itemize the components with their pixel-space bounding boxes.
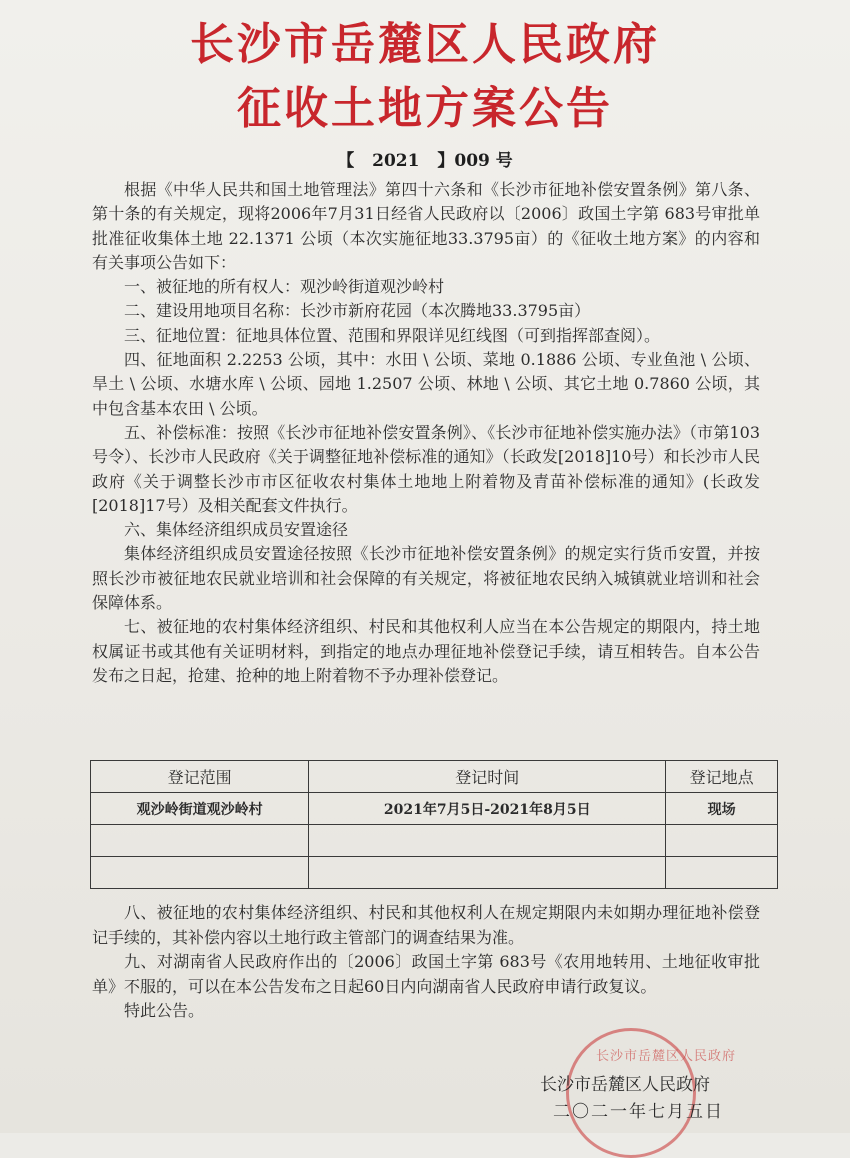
header-scope: 登记范围 [91,761,309,793]
paragraph-deadline: 八、被征地的农村集体经济组织、村民和其他权利人在规定期限内未如期办理征地补偿登记手续的，其补偿内容以土地行政主管部门的调查结果为准。 [92,903,760,947]
cell-empty [309,825,666,857]
table-row [91,857,778,889]
cell-empty [666,857,778,889]
paragraph-resettlement-title: 六、集体经济组织成员安置途径 [124,520,349,540]
paragraph-project: 二、建设用地项目名称：长沙市新府花园（本次腾地33.3795亩） [124,301,591,321]
cell-place: 现场 [666,793,778,825]
doc-no-close: 】009 号 [437,151,513,171]
document-subtitle: 征收土地方案公告 [237,83,613,134]
header-time: 登记时间 [309,761,666,793]
notice-body [92,178,760,688]
paragraph-resettlement: 集体经济组织成员安置途径按照《长沙市征地补偿安置条例》的规定实行货币安置，并按照长沙市被征地农民就业培训和社会保障的有关规定，将被征地农民纳入城镇就业培训和社会保障体系。 [92,544,760,613]
paragraph-closing: 特此公告。 [124,1001,205,1020]
paragraph-owner: 一、被征地的所有权人：观沙岭街道观沙岭村 [124,277,445,297]
document-number [0,146,850,171]
header-place: 登记地点 [666,761,778,793]
paragraph-appeal: 九、对湖南省人民政府作出的〔2006〕政国土字第 683号《农用地转用、土地征收审批单》不服的，可以在本公告发布之日起60日内向湖南省人民政府申请行政复议。 [92,952,760,996]
paragraph-registration: 七、被征地的农村集体经济组织、村民和其他权利人应当在本公告规定的期限内，持土地权属证书或其他有关证明材料，到指定的地点办理征地补偿登记手续，请互相转告。自本公告发布之日起，抢建、抢种的地上附着物不予办理补偿登记。 [92,617,760,685]
registration-table [90,760,778,889]
doc-no-open: 【 [337,151,355,171]
paragraph-standard: 五、补偿标准：按照《长沙市征地补偿安置条例》、《长沙市征地补偿实施办法》（市第103号令）、长沙市人民政府《关于调整征地补偿标准的通知》（长政发[2018]10号）和长沙市人民政府《关于调整长沙市市区征收农村集体土地地上附着物及青苗补偿标准的通知》(长政发[2018]17号）及相关配套文件执行。 [92,422,760,515]
table-row [91,793,778,825]
issuer-signature: 长沙市岳麓区人民政府 [540,1075,710,1095]
issue-date: 二〇二一年七月五日 [553,1102,724,1122]
doc-no-year: 2021 [372,151,420,171]
cell-time: 2021年7月5日-2021年8月5日 [309,793,666,825]
paragraph-area: 四、征地面积 2.2253 公顷，其中：水田 \ 公顷、菜地 0.1886 公顷、专业鱼池 \ 公顷、旱土 \ 公顷、水塘水库 \ 公顷、园地 1.2507 公顷、林地 \ 公顷、其它土地 0.7860 公顷，其中包含基本农田 \ 公顷。 [92,350,760,418]
cell-empty [309,857,666,889]
cell-empty [91,857,309,889]
paragraph-intro: 根据《中华人民共和国土地管理法》第四十六条和《长沙市征地补偿安置条例》第八条、第十条的有关规定，现将2006年7月31日经省人民政府以〔2006〕政国土字第 683号审批单批准征收集体土地 22.1371 公顷（本次实施征地33.3795亩）的《征收土地方案》的内容和有关事项公告如下： [92,180,760,272]
paragraph-location: 三、征地位置：征地具体位置、范围和界限详见红线图（可到指挥部查阅）。 [124,325,661,345]
document-title: 长沙市岳麓区人民政府 [190,19,660,70]
seal-text: 长沙市岳麓区人民政府 [596,1049,737,1064]
notice-tail [92,901,760,1024]
cell-scope: 观沙岭街道观沙岭村 [91,793,309,825]
table-row [91,825,778,857]
cell-empty [91,825,309,857]
cell-empty [666,825,778,857]
table-header-row [91,761,778,793]
